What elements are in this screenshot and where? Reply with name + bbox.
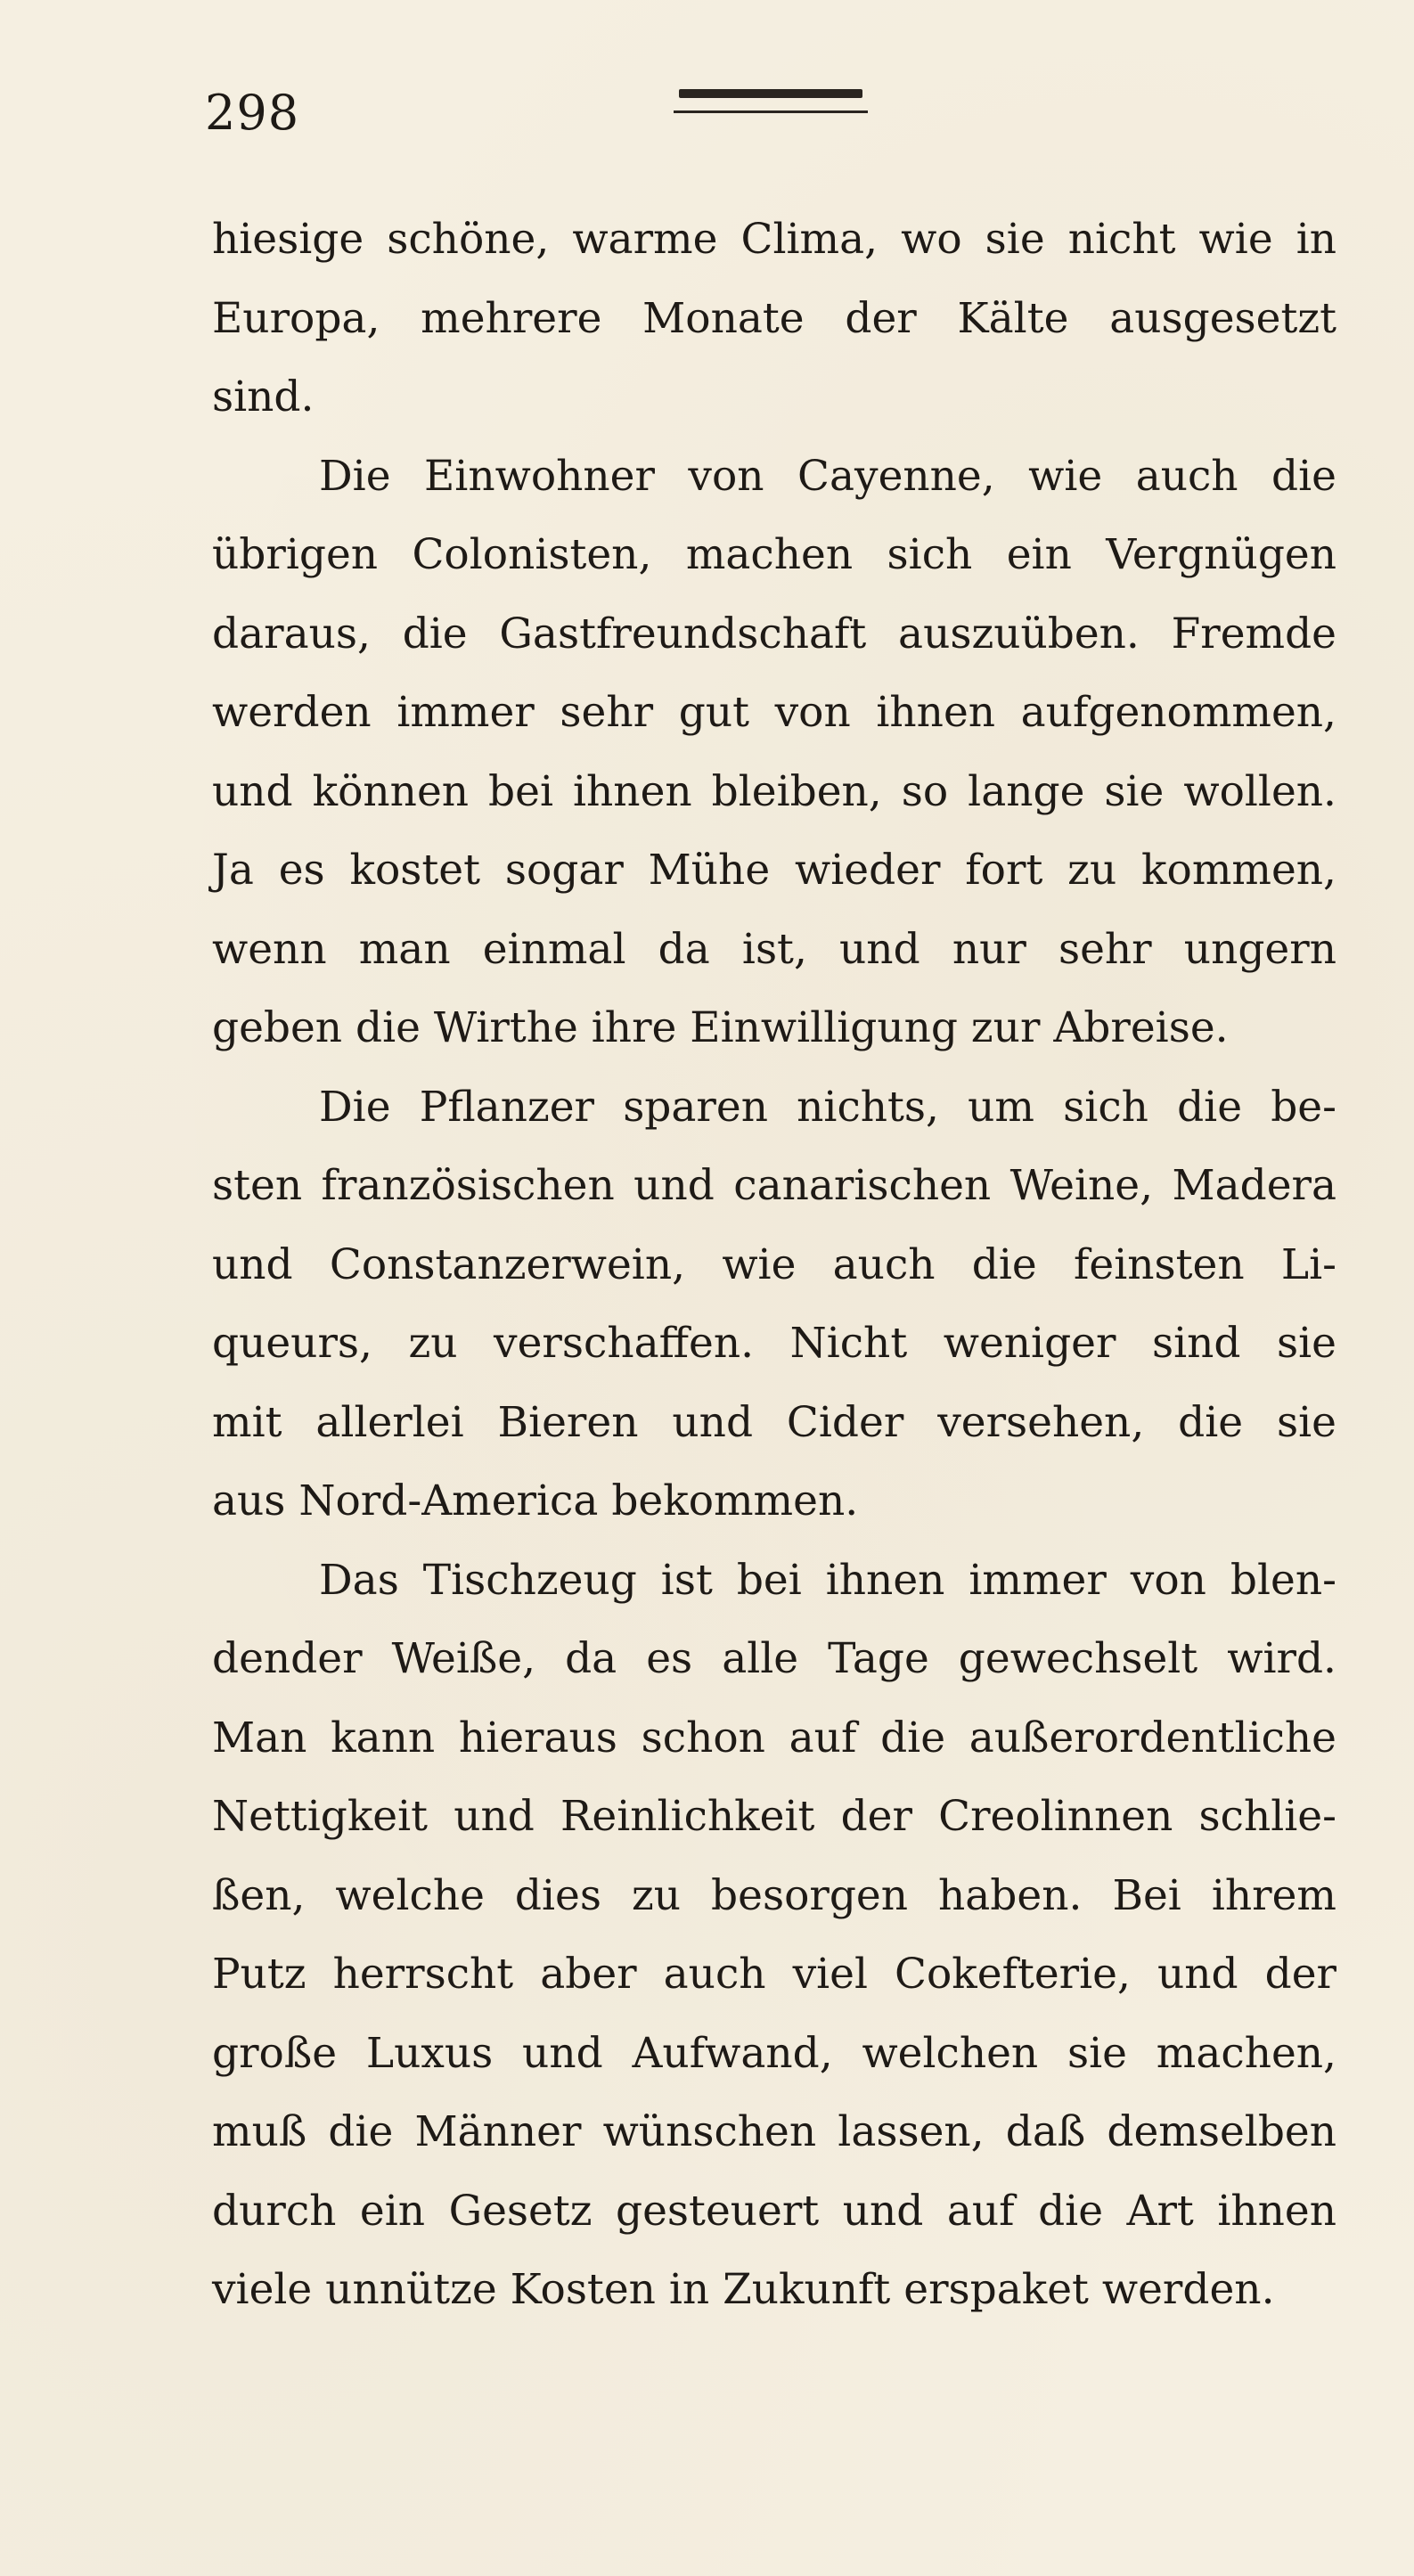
page-number: 298	[205, 85, 300, 141]
text-line: Ja es kostet sogar Mühe wieder fort zu kommen,	[212, 846, 1336, 895]
text-line: Die Pflanzer sparen nichts, um sich die be-	[319, 1082, 1336, 1132]
text-line: Putz herrscht aber auch viel Cokefterie, und der	[212, 1950, 1336, 1999]
text-line: Das Tischzeug ist bei ihnen immer von blen-	[319, 1555, 1336, 1605]
text-line: sind.	[212, 372, 315, 421]
text-line: übrigen Colonisten, machen sich ein Vergnügen	[212, 530, 1336, 579]
text-line: mit allerlei Bieren und Cider versehen, die sie	[212, 1397, 1336, 1447]
text-line: geben die Wirthe ihre Einwilligung zur Abreise.	[212, 1003, 1229, 1052]
text-line: muß die Männer wünschen lassen, daß demselben	[212, 2107, 1336, 2156]
text-line: und können bei ihnen bleiben, so lange sie wollen.	[212, 766, 1336, 816]
text-line: große Luxus und Aufwand, welchen sie machen,	[212, 2028, 1336, 2078]
text-line: queurs, zu verschaffen. Nicht weniger sind sie	[212, 1319, 1336, 1368]
text-line: Die Einwohner von Cayenne, wie auch die	[319, 451, 1336, 501]
text-line: werden immer sehr gut von ihnen aufgenommen,	[212, 688, 1336, 737]
text-line: wenn man einmal da ist, und nur sehr ungern	[212, 924, 1336, 974]
text-line: Man kann hieraus schon auf die außerordentliche	[212, 1713, 1336, 1762]
text-line: viele unnütze Kosten in Zukunft erspaket werden.	[212, 2265, 1275, 2314]
text-line: daraus, die Gastfreundschaft auszuüben. Fremde	[212, 609, 1336, 658]
text-line: und Constanzerwein, wie auch die feinsten Li-	[212, 1239, 1336, 1289]
text-line: hiesige schöne, warme Clima, wo sie nicht wie in	[212, 215, 1336, 264]
text-line: aus Nord-America bekommen.	[212, 1476, 859, 1525]
text-line: dender Weiße, da es alle Tage gewechselt wird.	[212, 1634, 1336, 1683]
text-line: ßen, welche dies zu besorgen haben. Bei ihrem	[212, 1870, 1336, 1920]
body-text	[212, 200, 1336, 2330]
header-rule-thin	[674, 110, 868, 113]
header-rule	[674, 89, 868, 116]
text-line: Nettigkeit und Reinlichkeit der Creolinnen schlie-	[212, 1792, 1336, 1841]
text-line: durch ein Gesetz gesteuert und auf die Art ihnen	[212, 2186, 1336, 2236]
text-line: Europa, mehrere Monate der Kälte ausgesetzt	[212, 293, 1336, 343]
header-rule-thick	[679, 89, 862, 98]
text-line: sten französischen und canarischen Weine, Madera	[212, 1161, 1336, 1210]
